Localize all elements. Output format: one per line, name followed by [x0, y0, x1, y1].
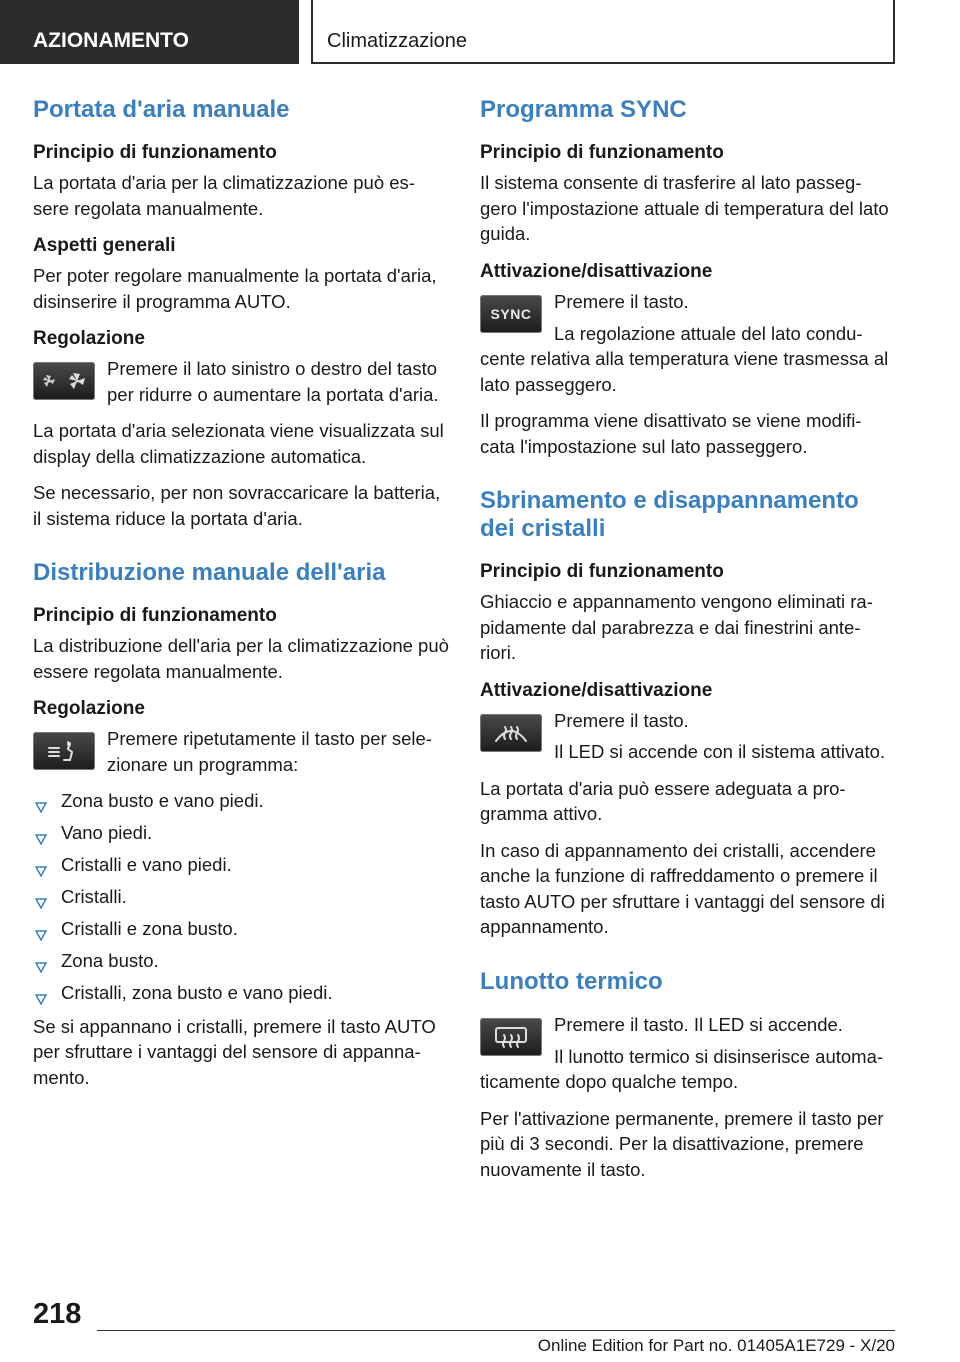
- triangle-bullet-icon: [35, 923, 47, 949]
- subheading: Attivazione/disattivazione: [480, 679, 713, 701]
- air-distribution-icon: [33, 732, 95, 770]
- triangle-bullet-icon: [35, 891, 47, 917]
- paragraph: Per poter regolare manualmente la portata d'aria, disinserire il programma AUTO.: [33, 265, 437, 312]
- triangle-bullet-icon: [35, 987, 47, 1013]
- distribution-list: [33, 788, 449, 1006]
- subheading: Regolazione: [33, 328, 145, 349]
- list-item: Cristalli.: [33, 884, 449, 910]
- paragraph: Il lunotto termico si disinserisce automa-ticamente dopo qualche tempo.: [480, 1045, 884, 1092]
- page-number: 218: [33, 1298, 82, 1330]
- section-title-sync: Programma SYNC: [480, 96, 687, 123]
- paragraph: Ghiaccio e appannamento vengono eliminati ra-pidamente dal parabrezza e dai finestrini ante-riori.: [480, 591, 873, 663]
- sync-button: SYNC: [480, 295, 542, 333]
- paragraph: La distribuzione dell'aria per la climatizzazione può essere regolata manualmente.: [33, 635, 449, 682]
- paragraph: Premere il tasto. Il LED si accende.: [554, 1013, 843, 1035]
- subheading: Principio di funzionamento: [480, 561, 724, 582]
- list-item: Zona busto.: [33, 948, 449, 974]
- distribution-button-row: [33, 726, 449, 777]
- paragraph: La portata d'aria selezionata viene visualizzata sul display della climatizzazione automatica.: [33, 420, 444, 467]
- windshield-defrost-icon: [480, 714, 542, 752]
- triangle-bullet-icon: [35, 795, 47, 821]
- section-title-distribuzione: Distribuzione manuale dell'aria: [33, 559, 386, 586]
- paragraph: La regolazione attuale del lato condu-cente relativa alla temperatura viene trasmessa al lato passeggero.: [480, 322, 889, 395]
- paragraph: La portata d'aria per la climatizzazione può es-sere regolata manualmente.: [33, 172, 415, 219]
- section-title-portata: Portata d'aria manuale: [33, 96, 290, 123]
- left-column: [33, 96, 449, 1101]
- list-item: Zona busto e vano piedi.: [33, 788, 449, 814]
- paragraph: In caso di appannamento dei cristalli, accendere anche la funzione di raffreddamento o premere il tasto AUTO per sfruttare i vantaggi del sensore di appannamento.: [480, 839, 885, 937]
- paragraph: Il sistema consente di trasferire al lato passeg-gero l'impostazione attuale di temperatura del lato guida.: [480, 172, 889, 244]
- footer-divider: [97, 1330, 895, 1331]
- section-title-lunotto: Lunotto termico: [480, 967, 663, 995]
- paragraph: Premere ripetutamente il tasto per sele-zionare un programma:: [107, 728, 432, 775]
- list-item: Vano piedi.: [33, 820, 449, 846]
- subheading: Principio di funzionamento: [480, 142, 724, 163]
- list-item: Cristalli e zona busto.: [33, 916, 449, 942]
- footer-edition: Online Edition for Part no. 01405A1E729 - X/20: [537, 1336, 895, 1355]
- list-item: Cristalli e vano piedi.: [33, 852, 449, 878]
- subheading: Principio di funzionamento: [33, 605, 277, 626]
- paragraph: Premere il tasto.: [554, 709, 689, 731]
- paragraph: Se necessario, per non sovraccaricare la batteria, il sistema riduce la portata d'aria.: [33, 482, 441, 529]
- rear-defrost-button-row: [480, 1012, 896, 1044]
- subheading: Principio di funzionamento: [33, 142, 277, 163]
- triangle-bullet-icon: [35, 955, 47, 981]
- paragraph: Premere il tasto.: [554, 290, 689, 312]
- fan-button-row: [33, 356, 449, 407]
- subheading: Regolazione: [33, 698, 145, 719]
- defrost-button-row: [480, 708, 896, 765]
- fan-icon: [33, 362, 95, 400]
- paragraph: Premere il lato sinistro o destro del tasto per ridurre o aumentare la portata d'aria.: [107, 358, 439, 405]
- paragraph: Il LED si accende con il sistema attivato.: [554, 741, 886, 762]
- triangle-bullet-icon: [35, 827, 47, 853]
- triangle-bullet-icon: [35, 859, 47, 885]
- paragraph: Il programma viene disattivato se viene modifi-cata l'impostazione sul lato passeggero.: [480, 410, 862, 457]
- subheading: Attivazione/disattivazione: [480, 260, 713, 282]
- paragraph: Se si appannano i cristalli, premere il tasto AUTO per sfruttare i vantaggi del sensore di appanna-mento.: [33, 1015, 436, 1088]
- rear-window-defrost-icon: [480, 1018, 542, 1056]
- right-column: [480, 96, 896, 1193]
- chapter-tab: Climatizzazione: [311, 0, 895, 64]
- section-title-sbrinamento: Sbrinamento e disappannamento dei cristalli: [480, 487, 859, 542]
- paragraph: La portata d'aria può essere adeguata a pro-gramma attivo.: [480, 777, 846, 824]
- section-tab: AZIONAMENTO: [0, 0, 299, 64]
- subheading: Aspetti generali: [33, 235, 176, 256]
- paragraph: Per l'attivazione permanente, premere il tasto per più di 3 secondi. Per la disattivazione, premere nuovamente il tasto.: [480, 1107, 884, 1180]
- page-header: [0, 0, 960, 66]
- sync-button-row: [480, 289, 896, 321]
- list-item: Cristalli, zona busto e vano piedi.: [33, 980, 449, 1006]
